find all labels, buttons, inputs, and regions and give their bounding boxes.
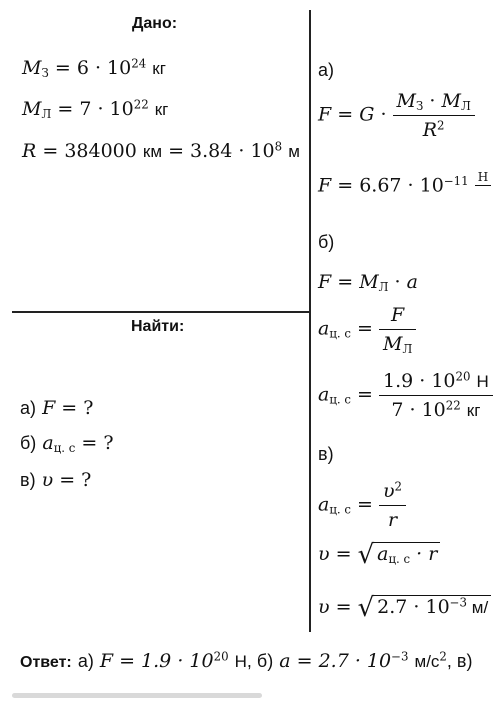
find-item-a: а) F = ? (20, 397, 94, 419)
solution-centripetal-formula: $a_{ц. с}$ = $\frac{\upsilon^2}{r}$ (318, 480, 406, 531)
solution-gravity-calc: $F = 6.67 \cdot 10^{-11}$ Н (318, 170, 491, 203)
horizontal-divider (12, 311, 309, 313)
solution-label-b: б) (318, 232, 335, 252)
solution-velocity-formula: υ = √ $a_{ц. с} \cdot r$ (318, 540, 440, 570)
given-mass-moon: $M_Л = 7 \cdot 10^{22}$ кг (22, 97, 169, 121)
answer-line: Ответ: а) $F = 1.9 \cdot 10^{20}$ Н, б) $a = 2.7 \cdot 10^{-3}$ $м/с^2$, в) (20, 649, 473, 672)
solution-label-a: а) (318, 60, 335, 80)
solution-acceleration-calc: $a_{ц. с}$ = $\frac{1.9 \cdot 10^{20} Н}{7 \cdot 10^{22} кг}$ (318, 370, 493, 421)
given-mass-earth: $M_З = 6 \cdot 10^{24}$ кг (22, 56, 166, 80)
find-item-b: б) $a_{ц. с}$ = ? (20, 432, 114, 455)
find-item-c: в) υ = ? (20, 469, 92, 491)
horizontal-scrollbar[interactable] (12, 693, 262, 698)
sqrt-sign: √ (357, 593, 375, 623)
solution-velocity-calc: υ = √ $2.7 \cdot 10^{-3}$ м/ (318, 593, 491, 623)
solution-gravity-formula: F = G · $\frac{M_З \cdot M_Л}{R^2}$ (318, 90, 475, 141)
vertical-divider (309, 10, 311, 632)
solution-label-c: в) (318, 444, 334, 464)
solution-newton-formula: $F = M_Л \cdot a$ (318, 271, 418, 294)
find-heading: Найти: (131, 318, 185, 335)
given-heading: Дано: (132, 15, 178, 32)
sqrt-sign: √ (357, 540, 375, 570)
given-distance: R = 384000 км = $3.84 \cdot 10^8$ м (22, 139, 300, 162)
solution-acceleration-formula: $a_{ц. с}$ = $\frac{F}{M_Л}$ (318, 304, 416, 355)
